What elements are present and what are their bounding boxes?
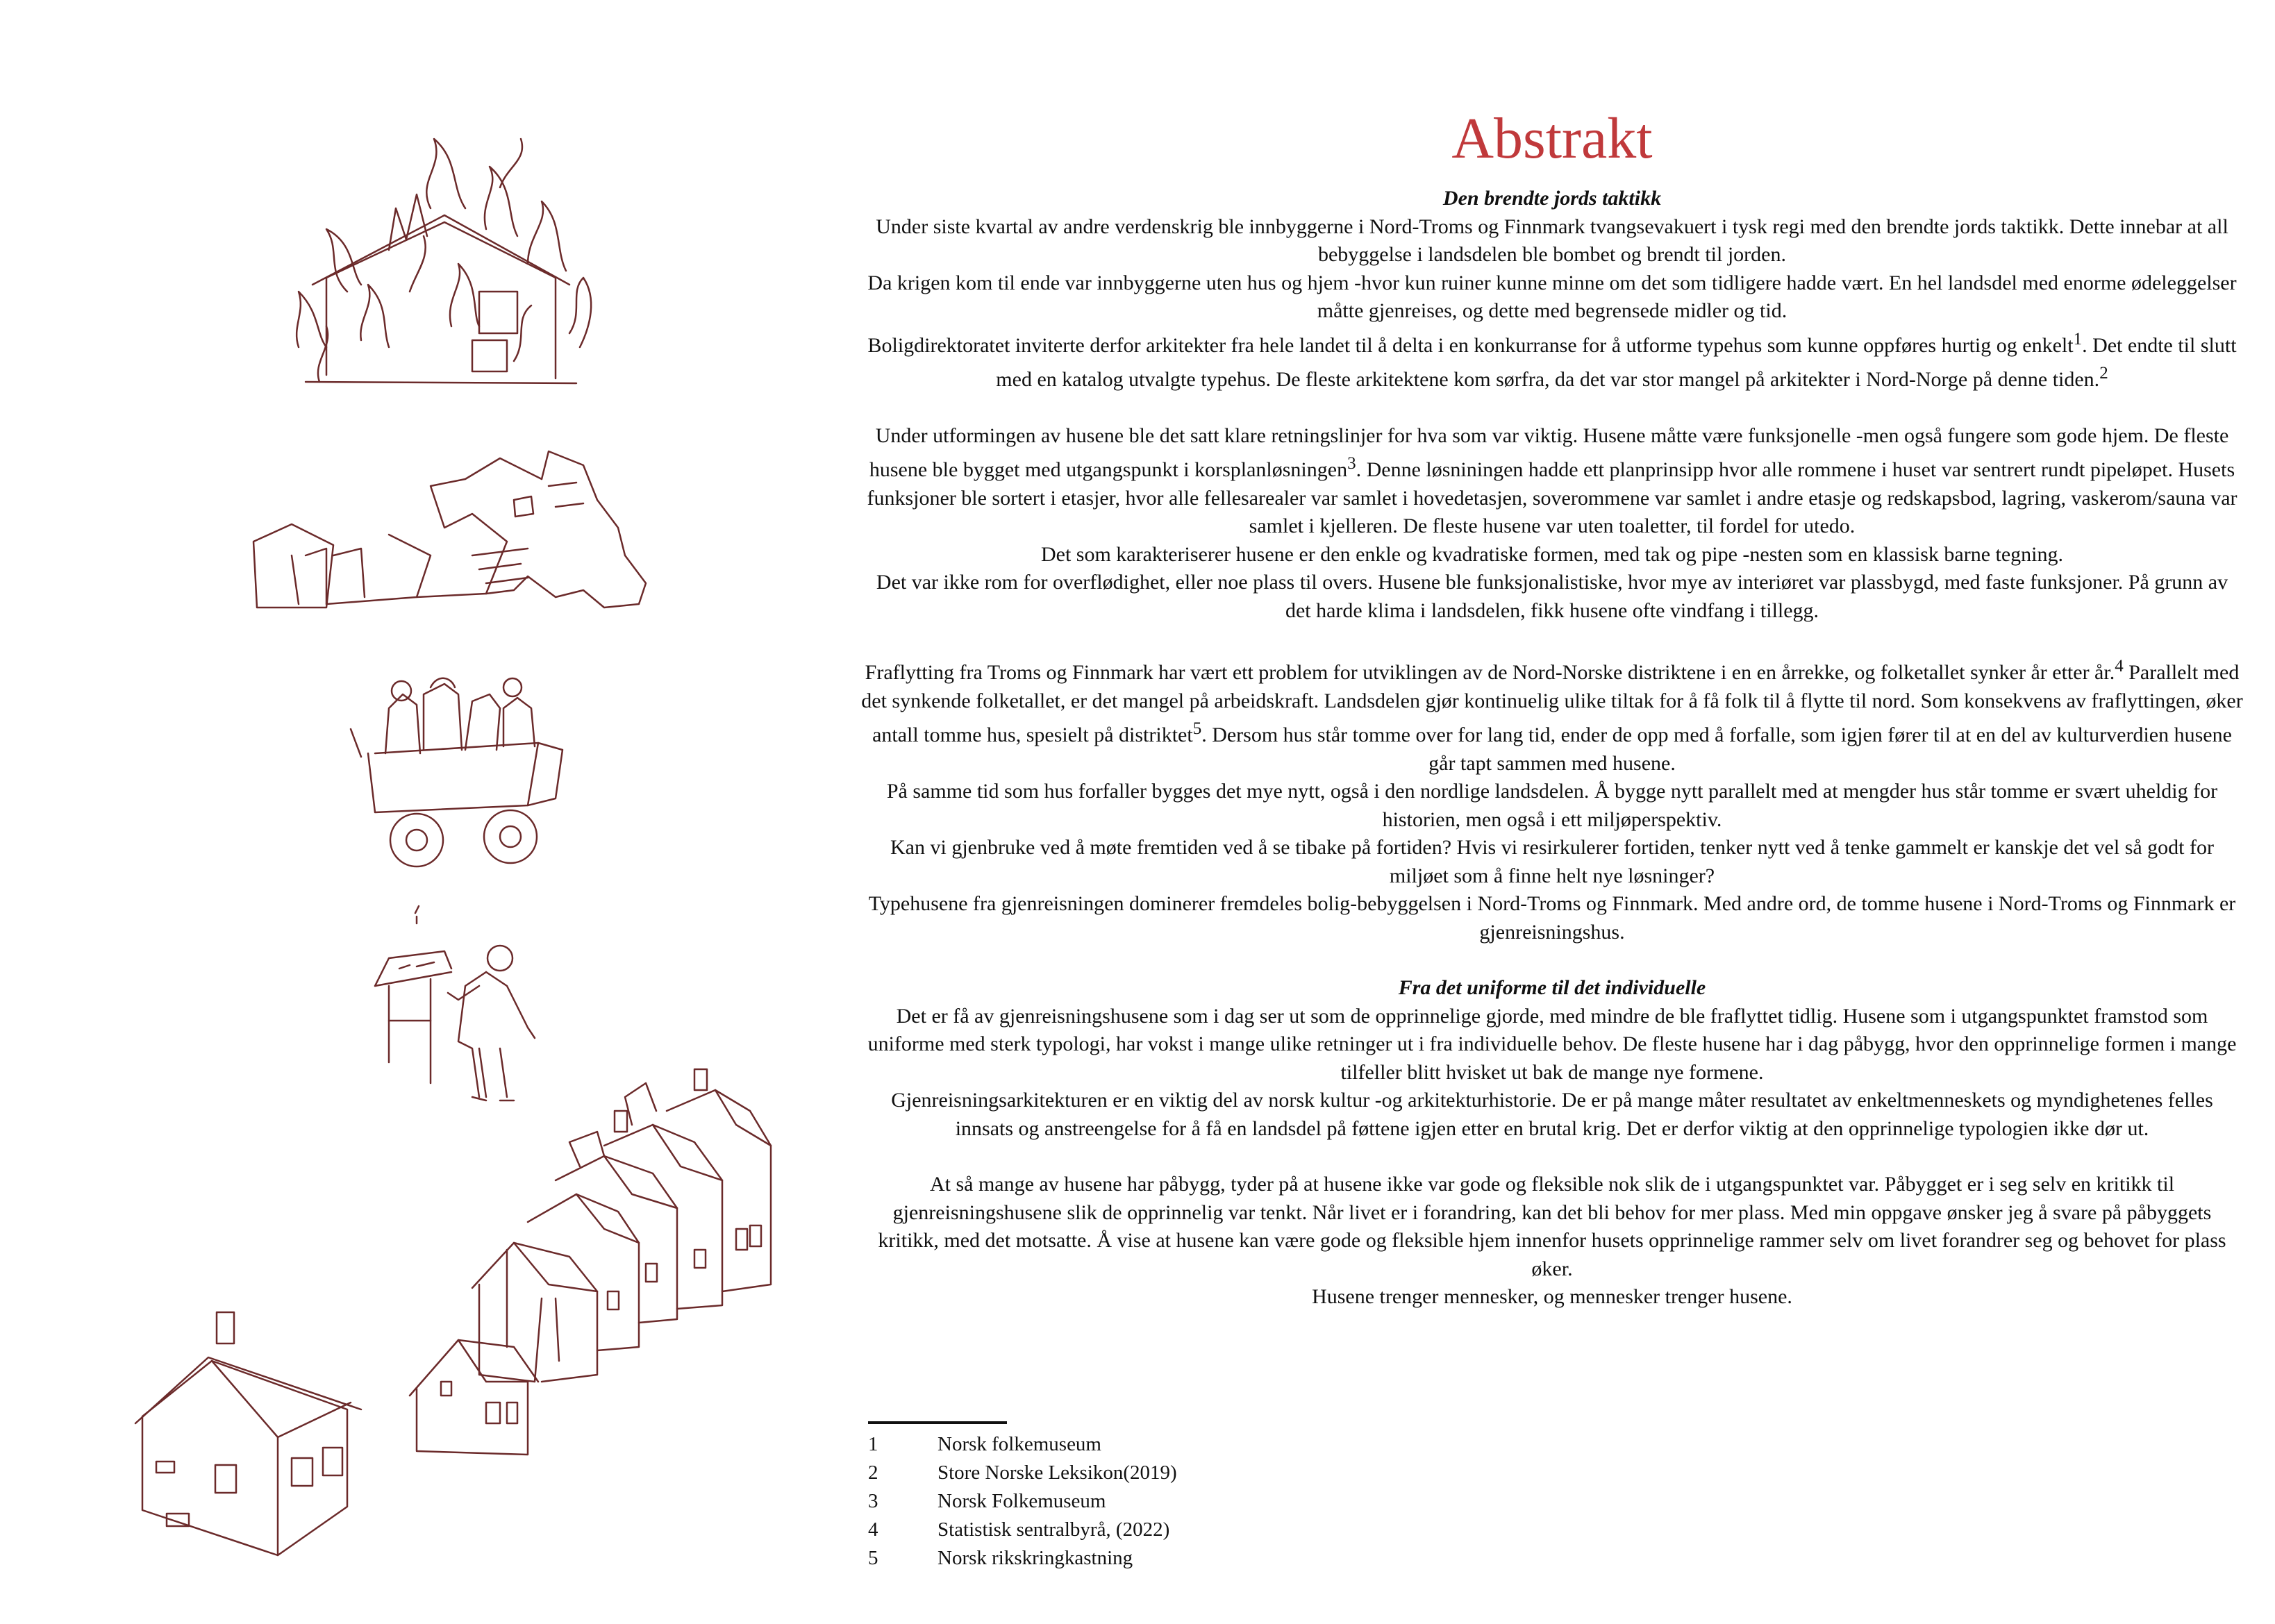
single-house-drawing [135, 1312, 361, 1555]
paragraph [861, 326, 2243, 394]
footnotes [868, 1430, 1177, 1573]
footnote-ref-5: 5 [1192, 719, 1202, 738]
burning-house-drawing [297, 139, 591, 383]
section-heading-scorched-earth: Den brendte jords taktikk [1442, 187, 1662, 210]
text-run: . Denne løsniningen hadde ett planprinsipp hvor alle rommene i huset var sentrert rundt pipeløpet. Husets funksjoner ble sortert i etasjer, hvor alle fellesarealer var samlet i hovedetasjen, soverommene var samlet i andre etasje og redskapsbod, lagring, vaskerom/sauna var samlet i kjelleren. De fleste husene var uten toaletter, til fordel for utedo. [867, 458, 2238, 537]
paragraph: Husene trenger mennesker, og mennesker trenger husene. [1312, 1285, 1792, 1308]
footnote-ref-1: 1 [2073, 329, 2083, 349]
paragraph: Det som karakteriserer husene er den enkle og kvadratiske formen, med tak og pipe -nesten som en klassisk barne tegning. [1040, 542, 2064, 566]
paragraph: Det er få av gjenreisningshusene som i dag ser ut som de opprinnelige gjorde, med mindre de ble fraflyttet tidlig. Husene som i utgangspunktet framstod som uniforme med sterk typologi, har vokst i mange ulike retninger ut i fra individuelle behov. De fleste husene har i dag påbygg, hvor den opprinnelige formen i mange tilfeller blitt hvisket ut bak de mange nye formene. [867, 1004, 2237, 1084]
text-run: . Det endte til slutt med en katalog utvalgte typehus. De fleste arkitektene kom sørfra, da det var stor mangel på arkitekter i Nord-Norge på denne tiden. [996, 333, 2237, 391]
footnote-text: Norsk rikskringkastning [938, 1547, 1133, 1569]
footnote-item [868, 1459, 1177, 1487]
house-ruins-drawing [253, 451, 646, 608]
abstract-text-column [861, 104, 2243, 1312]
section-heading-uniform-to-individual: Fra det uniforme til det individuelle [1398, 976, 1706, 999]
footnote-divider [868, 1421, 1007, 1424]
paragraph: Gjenreisningsarkitekturen er en viktig del av norsk kultur -og arkitekturhistorie. De er på mange måter resultatet av enkeltmenneskets og myndighetenes felles innsats og anstreengelse for å få en landsdel på føttene igjen etter en brutal krig. Det er derfor viktig at den opprinnelige typologien ikke dør ut. [891, 1089, 2213, 1140]
paragraph: Da krigen kom til ende var innbyggerne uten hus og hjem -hvor kun ruiner kunne minne om det som tidligere hadde vært. En hel landsdel med enorme ødeleggelser måtte gjenreises, og dette med begrensede midler og tid. [867, 271, 2237, 322]
paragraph: Typehusene fra gjenreisningen dominerer fremdeles bolig-bebyggelsen i Nord-Troms og Finnmark. Med andre ord, de tomme husene i Nord-Troms og Finnmark er gjenreisningshus. [868, 892, 2236, 944]
paragraph: Det var ikke rom for overflødighet, eller noe plass til overs. Husene ble funksjonalistiske, hvor mye av interiøret var plassbygd, med faste funksjoner. På grunn av det harde klima i landsdelen, fikk husene ofte vindfang i tillegg. [876, 571, 2228, 622]
paragraph [861, 653, 2243, 778]
text-run: Fraflytting fra Troms og Finnmark har vært ett problem for utviklingen av de Nord-Norske distriktene i en en årrekke, og folketallet synker år etter år. [865, 661, 2115, 684]
footnote-item [868, 1516, 1177, 1544]
footnote-text: Statistisk sentralbyrå, (2022) [938, 1518, 1170, 1541]
paragraph: Kan vi gjenbruke ved å møte fremtiden ved å se tibake på fortiden? Hvis vi resirkulerer fortiden, tenker nytt ved å tenke gammelt er kanskje det vel så godt for miljøet som å finne helt nye løsninger? [890, 836, 2214, 887]
footnote-item [868, 1430, 1177, 1459]
paragraph [861, 422, 2243, 541]
text-run: . Dersom hus står tomme over for lang tid, ender de opp med å forfalle, som igjen fører til at en del av kulturverdien husene går tapt sammen med husene. [1201, 723, 2232, 775]
man-at-drawing-board-drawing [375, 906, 535, 1100]
text-run: Parallelt med det synkende folketallet, er det mangel på arbeidskraft. Landsdelen gjør kontinuelig ulike tiltak for å få folk til å flytte til nord. Som konsekvens av fraflyttingen, øker antall tomme hus, spesielt på distriktet [861, 661, 2243, 746]
footnote-number: 1 [868, 1433, 878, 1455]
row-of-houses-drawing [410, 1069, 771, 1455]
paragraph: På samme tid som hus forfaller bygges det mye nytt, også i den nordlige landsdelen. Å bygge nytt parallelt med at mengder hus står tomme er svært uheldig for historien, men også i ett miljøperspektiv. [886, 780, 2218, 831]
footnote-ref-3: 3 [1347, 454, 1356, 473]
footnote-item [868, 1487, 1177, 1516]
footnote-text: Store Norske Leksikon(2019) [938, 1462, 1177, 1484]
footnote-number: 5 [868, 1547, 878, 1569]
footnote-text: Norsk Folkemuseum [938, 1490, 1106, 1512]
footnote-ref-2: 2 [2099, 364, 2108, 383]
paragraph: Under siste kvartal av andre verdenskrig ble innbyggerne i Nord-Troms og Finnmark tvangsevakuert i tysk regi med den brendte jords taktikk. Dette innebar at all bebyggelse i landsdelen ble bombet og brendt til jorden. [876, 215, 2228, 266]
text-run: Boligdirektoratet inviterte derfor arkitekter fra hele landet til å delta i en konkurranse for å utforme typehus som kunne oppføres hurtig og enkelt [867, 333, 2074, 357]
footnote-text: Norsk folkemuseum [938, 1433, 1101, 1455]
footnote-ref-4: 4 [2115, 657, 2124, 676]
footnote-number: 3 [868, 1490, 878, 1512]
paragraph: At så mange av husene har påbygg, tyder på at husene ikke var gode og fleksible nok slik de i utgangspunktet var. Påbygget er i seg selv en kritikk til gjenreisningshusene slik de opprinnelig var tenkt. Når livet er i forandring, kan det bli behov for mer plass. Med min oppgave ønsker jeg å svare på påbyggets kritikk, med det motsatte. Å vise at husene kan være gode og fleksible hjem innenfor husets opprinnelige rammer selv om livet forandrer seg og behovet for plass øker. [878, 1173, 2226, 1280]
truck-with-people-drawing [351, 678, 562, 867]
footnote-item [868, 1544, 1177, 1573]
footnote-number: 4 [868, 1518, 878, 1541]
illustration-column [0, 0, 868, 1624]
page-title: Abstrakt [1451, 106, 1653, 171]
footnote-number: 2 [868, 1462, 878, 1484]
text-run: Under utformingen av husene ble det satt klare retningslinjer for hva som var viktig. Husene måtte være funksjonelle -men også fungere som gode hjem. De fleste husene ble bygget med utgangspunkt i korsplanløsningen [869, 424, 2229, 481]
